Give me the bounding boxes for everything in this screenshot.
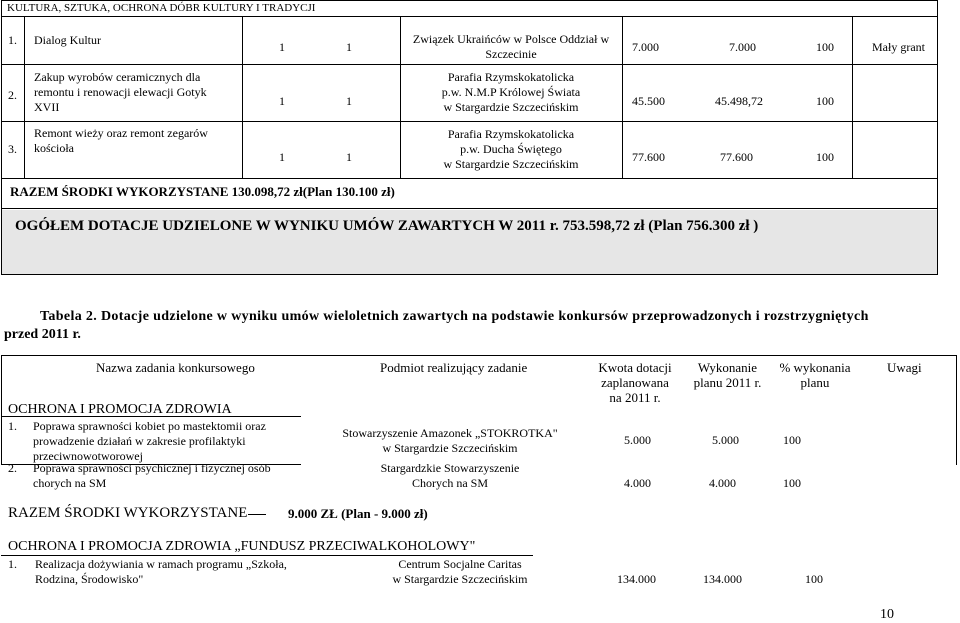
row-number: 3. [8,142,17,156]
task-name: Zakup wyrobów ceramicznych dla remontu i renowacji elewacji Gotyk XVII [34,70,207,114]
rule [1,0,938,1]
entity-line: w Stargardzie Szczecińskim [443,157,579,171]
task-line: Rodzina, Środowisko" [35,572,144,586]
executed-amount: 45.498,72 [715,94,763,108]
task-line: Realizacja dożywiania w ramach programu „Szkoła, [35,557,287,571]
entity-line: Stowarzyszenie Amazonek „STOKROTKA" [342,426,558,440]
section-header: KULTURA, SZTUKA, OCHRONA DÓBR KULTURY I TRADYCJI [7,2,316,14]
entity-line: p.w. N.M.P Królowej Świata [441,85,581,99]
rule [1,0,2,275]
grand-total: OGÓŁEM DOTACJE UDZIELONE W WYNIKU UMÓW ZAWARTYCH W 2011 r. 753.598,72 zł (Plan 756.300 zł ) [15,218,759,234]
entity-line: w Stargardzie Szczecińskim [382,441,518,455]
entity-line: Centrum Socjalne Caritas [398,557,522,571]
rule [852,16,853,178]
entity-line: p.w. Ducha Świętego [460,142,562,156]
rule [24,16,25,178]
planned-amount: 45.500 [632,94,665,108]
table-caption-cont: przed 2011 r. [4,327,81,342]
row-number: 1. [8,557,17,571]
header-pct-l2: planu [800,375,830,390]
task-line: prowadzenie działań w zakresie profilaktyki [33,434,246,448]
count-a: 1 [279,40,285,54]
total-label: RAZEM ŚRODKI WYKORZYSTANE [8,505,248,521]
planned-amount: 5.000 [624,433,651,447]
entity-line: w Stargardzie Szczecińskim [392,572,528,586]
section-title: OCHRONA I PROMOCJA ZDROWIA „FUNDUSZ PRZECIWALKOHOLOWY" [8,539,476,554]
count-b: 1 [346,94,352,108]
entity: Związek Ukraińców w Polsce Oddział w Szczecinie [412,32,610,61]
rule [1,355,957,356]
rule [937,0,938,275]
rule [1,16,938,17]
rule [400,16,401,178]
entity-line: Chorych na SM [412,476,488,490]
count-b: 1 [346,150,352,164]
rule [1,274,938,275]
rule [1,208,938,209]
percent: 100 [783,476,801,490]
total-row: RAZEM ŚRODKI WYKORZYSTANE 130.098,72 zł(Plan 130.100 zł) [10,184,395,199]
header-done-l1: Wykonanie [697,360,758,375]
percent: 100 [816,94,834,108]
header-task: Nazwa zadania konkursowego [96,360,255,375]
percent: 100 [783,433,801,447]
header-notes: Uwagi [887,360,922,375]
task-line: Poprawa sprawności kobiet po mastektomii oraz [33,419,266,433]
planned-amount: 134.000 [617,572,656,586]
count-a: 1 [279,150,285,164]
arrow-line [248,514,266,515]
task-line: chorych na SM [33,476,107,490]
header-planned-l3: na 2011 r. [609,390,661,405]
entity-line: Stargardzkie Stowarzyszenie [380,461,520,475]
section-title: OCHRONA I PROMOCJA ZDROWIA [8,402,232,417]
task-line: Poprawa sprawności psychicznej i fizycznej osób [33,461,271,475]
task-name: Remont wieży oraz remont zegarów kościoła [34,126,208,155]
rule [1,178,938,179]
total-value: 9.000 ZŁ (Plan - 9.000 zł) [288,506,428,521]
executed-amount: 77.600 [720,150,753,164]
header-planned-l2: zaplanowana [601,375,669,390]
rule [1,355,2,465]
note: Mały grant [872,40,925,54]
table-caption: Tabela 2. Dotacje udzielone w wyniku umów wieloletnich zawartych na podstawie konkursów przeprowadzonych i rozstrzygniętych [40,309,869,324]
entity-line: Parafia Rzymskokatolicka [447,70,575,84]
page-number: 10 [880,607,894,622]
executed-amount: 134.000 [703,572,742,586]
header-planned-l1: Kwota dotacji [598,360,672,375]
planned-amount: 77.600 [632,150,665,164]
row-number: 2. [8,461,17,475]
rule [1,64,938,65]
percent: 100 [816,150,834,164]
row-number: 1. [8,33,17,47]
rule [956,355,957,465]
entity-line: w Stargardzie Szczecińskim [443,100,579,114]
rule [1,555,533,556]
executed-amount: 4.000 [709,476,736,490]
count-a: 1 [279,94,285,108]
rule [242,16,243,178]
task-name: Dialog Kultur [34,33,101,47]
planned-amount: 4.000 [624,476,651,490]
executed-amount: 5.000 [712,433,739,447]
count-b: 1 [346,40,352,54]
executed-amount: 7.000 [729,40,756,54]
header-pct-l1: % wykonania [779,360,851,375]
planned-amount: 7.000 [632,40,659,54]
task-line: przeciwnowotworowej [33,449,143,463]
header-done-l2: planu 2011 r. [693,375,762,390]
entity-line: Parafia Rzymskokatolicka [447,127,575,141]
rule [622,16,623,178]
percent: 100 [805,572,823,586]
row-number: 2. [8,88,17,102]
rule [1,121,938,122]
header-entity: Podmiot realizujący zadanie [380,360,528,375]
row-number: 1. [8,419,17,433]
percent: 100 [816,40,834,54]
